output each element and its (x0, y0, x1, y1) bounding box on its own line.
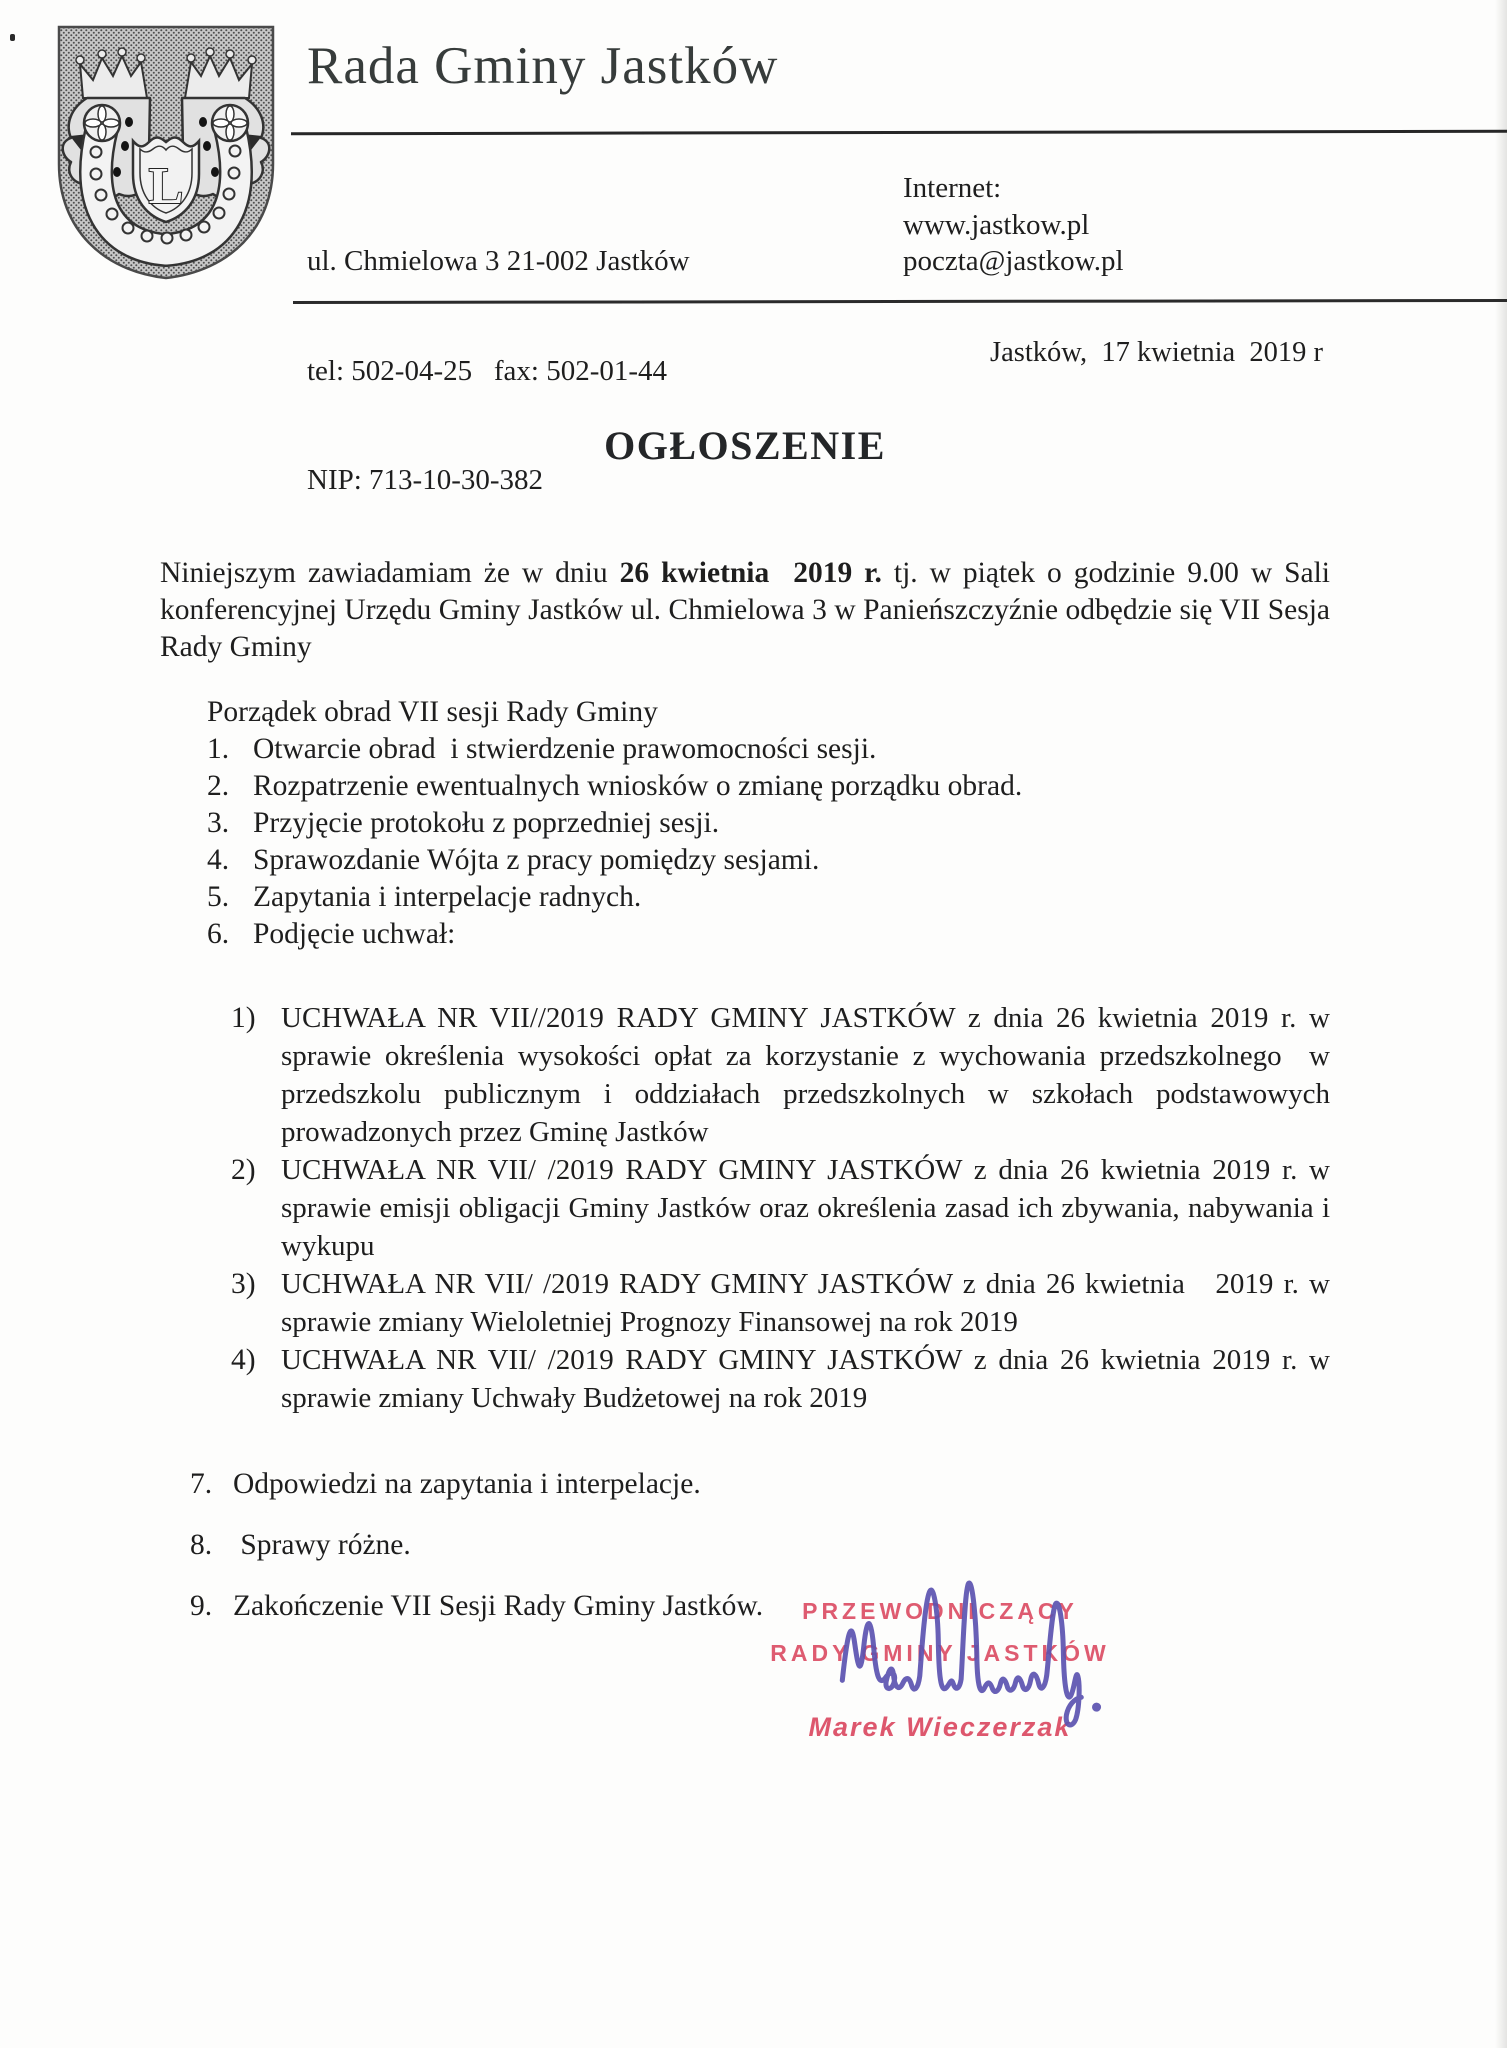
item-text: Sprawy różne. (233, 1529, 411, 1561)
item-number: 3. (207, 807, 230, 839)
right-rosette (212, 105, 248, 141)
agenda-item (160, 1587, 1330, 1625)
document-body (160, 555, 1338, 1648)
agenda-list (160, 731, 1330, 953)
agenda-item (160, 805, 1330, 842)
coat-of-arms-icon (55, 24, 277, 282)
agenda-item (160, 879, 1330, 916)
item-number: 2. (207, 770, 230, 802)
internet-label: Internet: (903, 172, 1002, 204)
item-text: Rozpatrzenie ewentualnych wniosków o zmianę porządku obrad. (253, 770, 1023, 802)
intro-part2: tj. w piątek o godzinie 9.00 w Sali konferencyjnej Urzędu Gminy Jastków ul. Chmielowa 3 w Panieńszczyźnie odbędzie się VII Sesja Rady Gminy (160, 557, 1338, 663)
item-text: UCHWAŁA NR VII/ /2019 RADY GMINY JASTKÓW z dnia 26 kwietnia 2019 r. w sprawie emisji obligacji Gminy Jastków oraz określenia zasad ich zbywania, nabywania i wykupu (281, 1154, 1338, 1262)
item-text: Zapytania i interpelacje radnych. (253, 881, 642, 913)
intro-paragraph (160, 555, 1338, 666)
item-text: UCHWAŁA NR VII/ /2019 RADY GMINY JASTKÓW z dnia 26 kwietnia 2019 r. w sprawie zmiany Uchwały Budżetowej na rok 2019 (281, 1344, 1338, 1414)
resolutions-list (160, 999, 1338, 1417)
item-text: Zakończenie VII Sesji Rady Gminy Jastków. (233, 1590, 764, 1622)
email: poczta@jastkow.pl (903, 245, 1124, 277)
resolution-item (160, 1151, 1338, 1265)
item-number: 3) (231, 1268, 256, 1300)
item-number: 4) (231, 1344, 256, 1376)
agenda-item (160, 1526, 1330, 1564)
phone-fax-line: tel: 502-04-25 fax: 502-01-44 (307, 354, 668, 387)
item-number: 1. (207, 733, 230, 765)
coat-letter: L (148, 158, 184, 215)
address-line: ul. Chmielowa 3 21-002 Jastków (307, 245, 690, 277)
item-number: 1) (231, 1002, 256, 1034)
agenda-item (160, 916, 1330, 953)
org-name: Rada Gminy Jastków (307, 37, 779, 95)
resolution-item (160, 999, 1338, 1151)
scan-speck (10, 34, 15, 41)
item-number: 2) (231, 1154, 256, 1186)
nip-line: NIP: 713-10-30-382 (307, 464, 544, 496)
agenda-item (160, 1465, 1330, 1503)
closing-items-list (160, 1465, 1330, 1625)
stamp-title-line: PRZEWODNICZĄCY (802, 1598, 1078, 1624)
agenda-item (160, 731, 1330, 768)
item-text: Otwarcie obrad i stwierdzenie prawomocności sesji. (253, 733, 877, 765)
agenda-item (160, 842, 1330, 879)
item-number: 9. (190, 1590, 213, 1622)
internet-block (903, 170, 1124, 280)
handwritten-signature-icon (824, 1574, 1119, 1761)
document-title: OGŁOSZENIE (604, 423, 886, 468)
intro-part1: Niniejszym zawiadamiam że w dniu (160, 557, 620, 589)
resolution-item (160, 1341, 1338, 1417)
item-text: UCHWAŁA NR VII//2019 RADY GMINY JASTKÓW z dnia 26 kwietnia 2019 r. w sprawie określenia wysokości opłat za korzystanie z wychowania przedszkolnego w przedszkolu publicznym i oddziałach przedszkolnych w szkołach podstawowych prowadzonych przez Gminę Jastków (281, 1002, 1338, 1148)
agenda-item (160, 768, 1330, 805)
left-rosette (84, 105, 120, 141)
intro-date-bold: 26 kwietnia 2019 r. (619, 557, 882, 589)
item-text: Odpowiedzi na zapytania i interpelacje. (233, 1468, 701, 1500)
item-text: Przyjęcie protokołu z poprzedniej sesji. (253, 807, 720, 839)
item-number: 7. (190, 1468, 213, 1500)
agenda-heading: Porządek obrad VII sesji Rady Gminy (207, 696, 658, 728)
item-number: 8. (190, 1529, 213, 1561)
item-number: 6. (207, 918, 230, 950)
stamp-org-line: RADY GMINY JASTKÓW (770, 1640, 1110, 1666)
top-divider-line (291, 130, 1507, 136)
item-number: 5. (207, 881, 230, 913)
item-text: UCHWAŁA NR VII/ /2019 RADY GMINY JASTKÓW z dnia 26 kwietnia 2019 r. w sprawie zmiany Wieloletniej Prognozy Finansowej na rok 2019 (281, 1268, 1338, 1338)
item-text: Sprawozdanie Wójta z pracy pomiędzy sesjami. (253, 844, 820, 876)
place-date-line: Jastków, 17 kwietnia 2019 r (990, 337, 1323, 368)
item-text: Podjęcie uchwał: (253, 918, 456, 950)
resolution-item (160, 1265, 1338, 1341)
signer-name: Marek Wieczerzak (808, 1712, 1072, 1742)
scan-edge-shadow (1495, 0, 1507, 2048)
address-block (307, 170, 690, 572)
website: www.jastkow.pl (903, 208, 1090, 241)
item-number: 4. (207, 844, 230, 876)
